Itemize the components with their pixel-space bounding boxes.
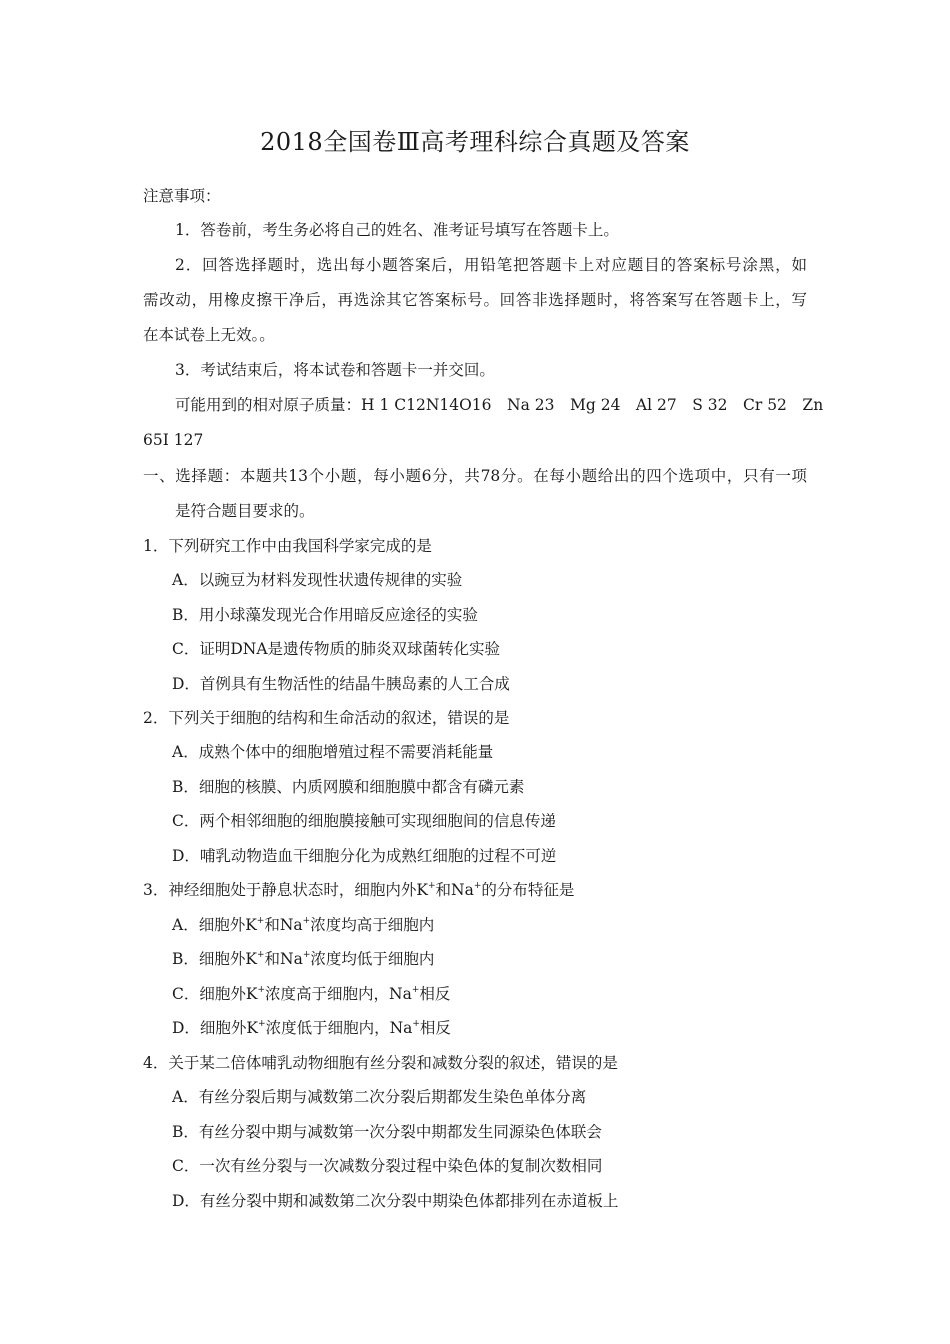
question-3-stem: 3．神经细胞处于静息状态时，细胞内外K+和Na+的分布特征是 <box>143 881 575 899</box>
notice-item-2-line-3: 在本试卷上无效。。 <box>143 326 275 344</box>
notice-item-2-line-1: 2．回答选择题时，选出每小题答案后，用铅笔把答题卡上对应题目的答案标号涂黑，如 <box>175 256 807 274</box>
question-2-option-a: A．成熟个体中的细胞增殖过程不需要消耗能量 <box>172 743 494 761</box>
atomic-mass-line-1: 可能用到的相对原子质量：H 1 C12N14O16 Na 23 Mg 24 Al 27 S 32 Cr 52 Zn <box>175 396 824 414</box>
page-title: 2018全国卷Ⅲ高考理科综合真题及答案 <box>260 128 690 156</box>
section-heading-line-1: 一、选择题：本题共13个小题，每小题6分，共78分。在每小题给出的四个选项中，只有一项 <box>143 467 807 485</box>
notice-item-1: 1．答卷前，考生务必将自己的姓名、准考证号填写在答题卡上。 <box>175 221 619 239</box>
question-2-option-d: D．哺乳动物造血干细胞分化为成熟红细胞的过程不可逆 <box>172 847 557 865</box>
question-3-option-c: C．细胞外K+浓度高于细胞内，Na+相反 <box>172 985 451 1003</box>
question-2-stem: 2．下列关于细胞的结构和生命活动的叙述，错误的是 <box>143 709 510 727</box>
notice-item-2-line-2: 需改动，用橡皮擦干净后，再选涂其它答案标号。回答非选择题时，将答案写在答题卡上，写 <box>143 291 807 309</box>
question-1-stem: 1．下列研究工作中由我国科学家完成的是 <box>143 537 432 555</box>
question-2-option-b: B．细胞的核膜、内质网膜和细胞膜中都含有磷元素 <box>172 778 525 796</box>
notice-heading: 注意事项： <box>143 187 221 205</box>
question-1-option-c: C．证明DNA是遗传物质的肺炎双球菌转化实验 <box>172 640 501 658</box>
question-1-option-b: B．用小球藻发现光合作用暗反应途径的实验 <box>172 606 478 624</box>
question-4-option-d: D．有丝分裂中期和减数第二次分裂中期染色体都排列在赤道板上 <box>172 1192 619 1210</box>
atomic-mass-line-2: 65I 127 <box>143 431 204 449</box>
question-1-option-d: D．首例具有生物活性的结晶牛胰岛素的人工合成 <box>172 675 510 693</box>
question-4-option-b: B．有丝分裂中期与减数第一次分裂中期都发生同源染色体联会 <box>172 1123 602 1141</box>
notice-item-3: 3．考试结束后，将本试卷和答题卡一并交回。 <box>175 361 495 379</box>
section-heading-line-2: 是符合题目要求的。 <box>175 502 315 520</box>
question-3-option-a: A．细胞外K+和Na+浓度均高于细胞内 <box>172 916 435 934</box>
question-4-option-c: C．一次有丝分裂与一次减数分裂过程中染色体的复制次数相同 <box>172 1157 603 1175</box>
question-3-option-d: D．细胞外K+浓度低于细胞内，Na+相反 <box>172 1019 451 1037</box>
question-1-option-a: A．以豌豆为材料发现性状遗传规律的实验 <box>172 571 463 589</box>
question-3-option-b: B．细胞外K+和Na+浓度均低于细胞内 <box>172 950 435 968</box>
question-4-stem: 4．关于某二倍体哺乳动物细胞有丝分裂和减数分裂的叙述，错误的是 <box>143 1054 618 1072</box>
question-4-option-a: A．有丝分裂后期与减数第二次分裂后期都发生染色单体分离 <box>172 1088 587 1106</box>
question-2-option-c: C．两个相邻细胞的细胞膜接触可实现细胞间的信息传递 <box>172 812 556 830</box>
